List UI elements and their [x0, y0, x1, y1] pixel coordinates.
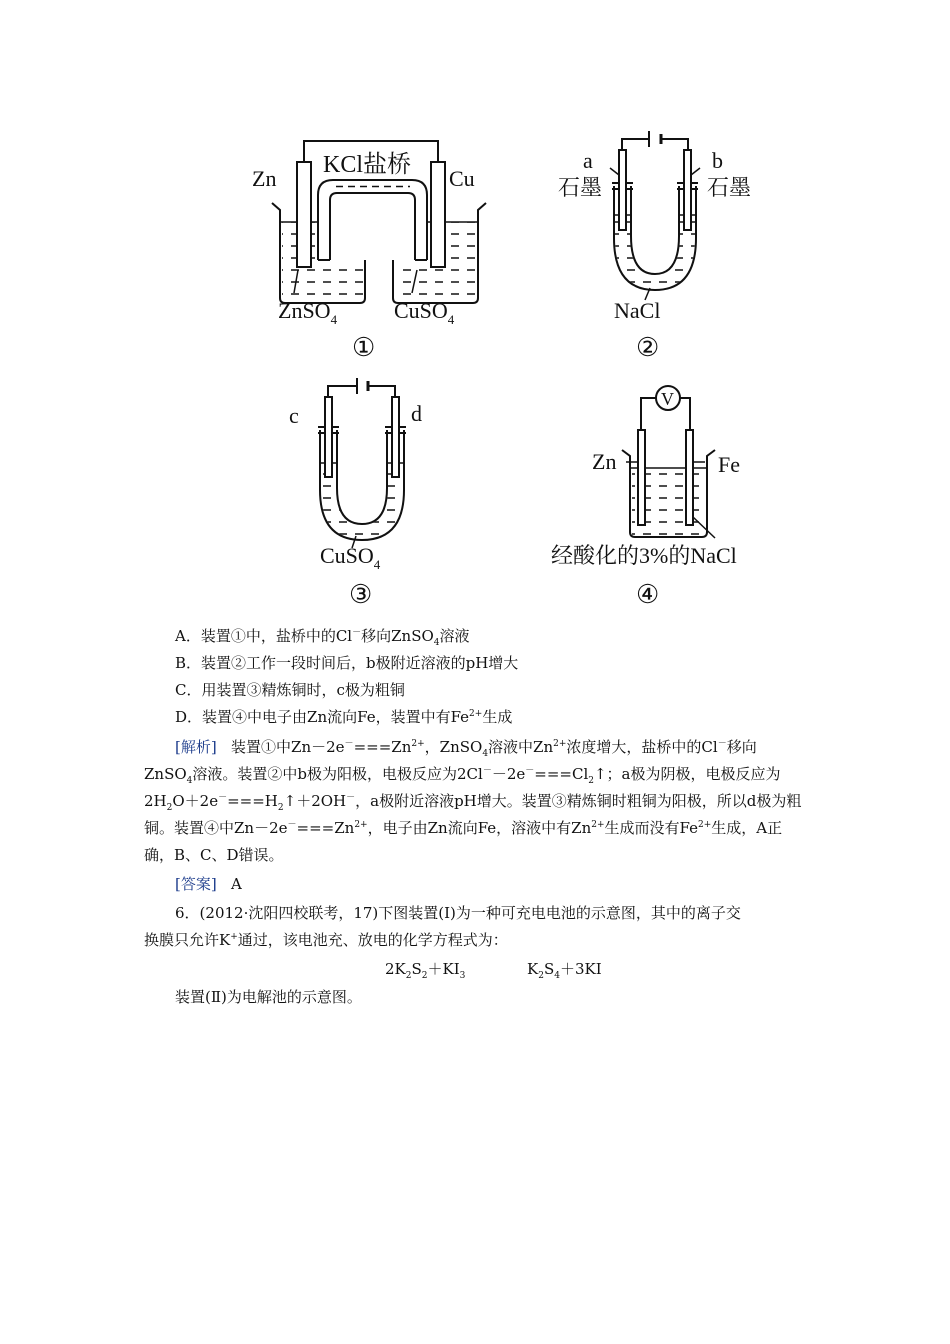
salt-bridge-label: KCl盐桥: [323, 152, 412, 178]
figure-2-u-tube-nacl: [610, 131, 700, 300]
apparatus-figures: [0, 0, 950, 620]
analysis-line-2: ZnSO$_4$溶液。装置②中b极为阳极，电极反应为$2Cl^--2e^-===Cl_2↑$；a极为阴极，电极反应为: [144, 765, 781, 786]
equation-right: $K_2S_4+3KI$: [527, 960, 602, 981]
figure-4-number: ④: [636, 580, 660, 609]
figure-1-number: ①: [352, 333, 376, 362]
q6-line-1: 6．(2012·沈阳四校联考，17)下图装置(Ⅰ)为一种可充电电池的示意图，其中的离子交: [175, 904, 741, 922]
figure-3-number: ③: [349, 580, 373, 609]
option-c: C．用装置③精炼铜时，c极为粗铜: [175, 681, 405, 699]
electrode-c-label: c: [289, 403, 299, 428]
nacl-label: NaCl: [614, 298, 661, 323]
analysis-line-4: 铜。装置④中$Zn-2e^-===Zn^{2+}$，电子由Zn流向Fe，溶液中有$Zn^{2+}$生成而没有$Fe^{2+}$生成，A正: [144, 819, 783, 837]
answer-tag: [答案]: [175, 875, 217, 893]
cuso4-label: CuSO$_4$: [394, 298, 455, 327]
option-b: B．装置②工作一段时间后，b极附近溶液的pH增大: [175, 654, 519, 672]
answer-value: A: [231, 875, 242, 893]
analysis-line-3: $2H_2O+2e^-===H_2↑+2OH^-$，a极附近溶液pH增大。装置③精炼铜时粗铜为阳极，所以d极为粗: [144, 792, 802, 813]
voltmeter-label: V: [661, 389, 674, 409]
option-d: D．装置④中电子由Zn流向Fe，装置中有$Fe^{2+}$生成: [175, 708, 513, 726]
graphite-right-label: 石墨: [707, 175, 752, 200]
cu-electrode-label: Cu: [449, 166, 475, 191]
zn-electrode-label: Zn: [252, 166, 277, 191]
cuso4-label-3: CuSO$_4$: [320, 543, 381, 572]
fe-electrode-label: Fe: [718, 452, 740, 477]
option-a: A．装置①中，盐桥中的Cl－移向ZnSO$_4$溶液: [175, 627, 470, 648]
figure-2-number: ②: [636, 333, 660, 362]
analysis-line-5: 确，B、C、D错误。: [144, 846, 284, 864]
q6-line-2: 换膜只允许K+通过，该电池充、放电的化学方程式为：: [144, 931, 508, 949]
analysis-tag: [解析]: [175, 738, 217, 756]
figure-3-u-tube-cuso4: [318, 378, 406, 548]
zn-electrode-label-4: Zn: [592, 449, 617, 474]
electrode-d-label: d: [411, 401, 422, 426]
electrode-a-label: a: [583, 148, 593, 173]
equation-left: $2K_2S_2+KI_3$: [385, 960, 466, 981]
graphite-left-label: 石墨: [558, 175, 603, 200]
znso4-label: ZnSO$_4$: [278, 298, 338, 327]
acidified-nacl-label: 经酸化的3%的NaCl: [551, 543, 737, 568]
answer-line: [175, 873, 242, 895]
electrode-b-label: b: [712, 148, 723, 173]
q6-line-3: 装置(Ⅱ)为电解池的示意图。: [175, 988, 362, 1006]
analysis-line-1: [解析] 装置①中$Zn-2e^-===Zn^{2+}$，ZnSO$_4$溶液中$Zn^{2+}$浓度增大，盐桥中的Cl－移向: [175, 738, 757, 759]
